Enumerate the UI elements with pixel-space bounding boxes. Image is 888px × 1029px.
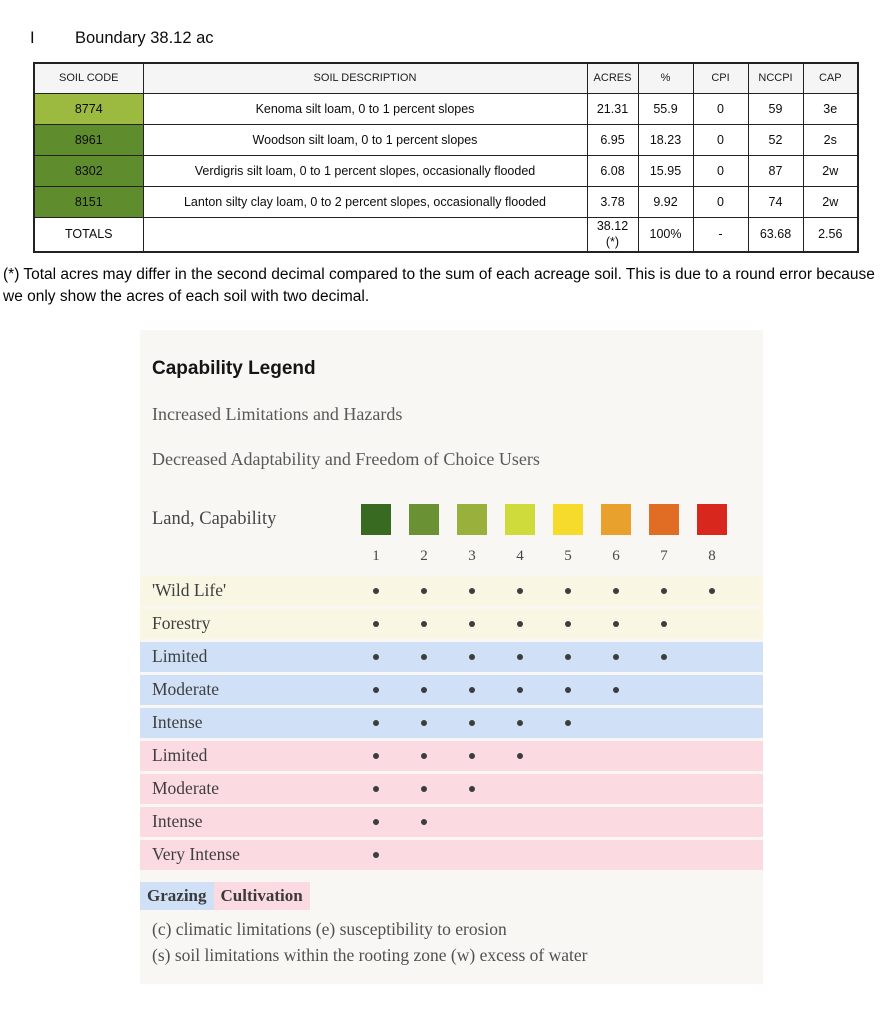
- scale-swatch-cell: [544, 504, 592, 535]
- cpi-cell: 0: [693, 155, 748, 186]
- scale-swatches: [352, 504, 736, 535]
- capability-dot: [469, 720, 475, 726]
- capability-dot: [517, 687, 523, 693]
- capability-dot: [373, 654, 379, 660]
- capability-dot-cell: [496, 720, 544, 726]
- capability-dot: [565, 588, 571, 594]
- group-labels: [140, 882, 763, 910]
- capability-dot: [565, 621, 571, 627]
- capability-swatch: [601, 504, 631, 535]
- capability-dot: [517, 720, 523, 726]
- capability-dot: [613, 621, 619, 627]
- capability-dot-cell: [448, 621, 496, 627]
- cpi-cell: 0: [693, 124, 748, 155]
- capability-dot-cell: [640, 621, 688, 627]
- col-header-acres: ACRES: [587, 63, 638, 93]
- capability-dot-cell: [448, 786, 496, 792]
- col-header-soil-description: SOIL DESCRIPTION: [143, 63, 587, 93]
- capability-dot: [469, 588, 475, 594]
- soil-code-cell: 8302: [34, 155, 143, 186]
- col-header-nccpi: NCCPI: [748, 63, 803, 93]
- totals-row: [34, 217, 858, 252]
- capability-dot-cell: [352, 621, 400, 627]
- capability-row--wild-life-: [140, 576, 763, 606]
- capability-dot-cell: [688, 588, 736, 594]
- acres-cell: 21.31: [587, 93, 638, 124]
- capability-dot-cell: [352, 687, 400, 693]
- legend-subtitle-increased: Increased Limitations and Hazards: [152, 403, 403, 424]
- capability-row-label: Limited: [152, 646, 208, 667]
- scale-swatch-cell: [448, 504, 496, 535]
- capability-row-label: Forestry: [152, 613, 211, 634]
- capability-dot-cell: [400, 588, 448, 594]
- scale-swatch-cell: [352, 504, 400, 535]
- capability-dot: [613, 588, 619, 594]
- capability-row-forestry: [140, 609, 763, 639]
- totals-acres: 38.12(*): [587, 217, 638, 252]
- capability-dot: [421, 786, 427, 792]
- acres-cell: 6.95: [587, 124, 638, 155]
- capability-class-number: 7: [660, 548, 668, 565]
- totals-cpi: -: [693, 217, 748, 252]
- capability-dot: [661, 588, 667, 594]
- capability-row-very-intense: [140, 840, 763, 870]
- soil-code-cell: 8961: [34, 124, 143, 155]
- capability-dot-cell: [544, 621, 592, 627]
- capability-class-number: 2: [420, 548, 428, 565]
- capability-dot-cell: [400, 687, 448, 693]
- capability-row-label: Very Intense: [152, 844, 240, 865]
- capability-dot: [517, 621, 523, 627]
- capability-dot-cell: [352, 720, 400, 726]
- legend-subtitle-decreased: Decreased Adaptability and Freedom of Choice Users: [152, 448, 540, 469]
- capability-row-label: Intense: [152, 811, 203, 832]
- capability-dot-cell: [640, 588, 688, 594]
- scale-number-spacer: [140, 546, 352, 568]
- capability-dot: [469, 687, 475, 693]
- scale-swatch-cell: [496, 504, 544, 535]
- col-header-cap: CAP: [803, 63, 858, 93]
- capability-dot: [373, 621, 379, 627]
- capability-dot-cell: [400, 654, 448, 660]
- capability-dot-cell: [496, 621, 544, 627]
- capability-dot: [517, 753, 523, 759]
- capability-row-intense: [140, 807, 763, 837]
- capability-dot-cell: [544, 720, 592, 726]
- capability-dot: [421, 720, 427, 726]
- capability-dot: [613, 654, 619, 660]
- totals-description-cell: [143, 217, 587, 252]
- capability-dot: [373, 687, 379, 693]
- capability-dot-cell: [496, 654, 544, 660]
- capability-class-number: 3: [468, 548, 476, 565]
- capability-dot-cell: [448, 720, 496, 726]
- capability-dot: [661, 621, 667, 627]
- capability-dot-cell: [592, 654, 640, 660]
- col-header-soil-code: SOIL CODE: [34, 63, 143, 93]
- capability-class-number: 6: [612, 548, 620, 565]
- capability-dot-cell: [448, 588, 496, 594]
- capability-dot-cell: [352, 852, 400, 858]
- capability-dot-cell: [448, 753, 496, 759]
- acres-footnote: (*) Total acres may differ in the second decimal compared to the sum of each acreage soil. This is due to a round error because we only show the acres of each soil with two decimal.: [3, 266, 875, 305]
- capability-dot: [373, 819, 379, 825]
- soil-description-cell: Verdigris silt loam, 0 to 1 percent slopes, occasionally flooded: [143, 155, 587, 186]
- capability-dot: [661, 654, 667, 660]
- capability-dot: [469, 786, 475, 792]
- capability-dot-cell: [496, 588, 544, 594]
- col-header-cpi: CPI: [693, 63, 748, 93]
- boundary-marker: I: [30, 29, 35, 47]
- scale-swatch-cell: [592, 504, 640, 535]
- capability-dot-cell: [400, 621, 448, 627]
- soil-description-cell: Woodson silt loam, 0 to 1 percent slopes: [143, 124, 587, 155]
- cap-cell: 2w: [803, 186, 858, 217]
- table-row: [34, 155, 858, 186]
- table-row: [34, 124, 858, 155]
- legend-notes: [152, 916, 763, 969]
- cap-cell: 2w: [803, 155, 858, 186]
- capability-dot: [373, 588, 379, 594]
- capability-row-label: Intense: [152, 712, 203, 733]
- capability-dot: [469, 654, 475, 660]
- capability-dot-cell: [352, 588, 400, 594]
- cap-cell: 2s: [803, 124, 858, 155]
- acres-cell: 3.78: [587, 186, 638, 217]
- capability-dot: [517, 588, 523, 594]
- totals-cap: 2.56: [803, 217, 858, 252]
- capability-dot: [373, 720, 379, 726]
- capability-scale-numbers: [140, 546, 763, 568]
- percent-cell: 18.23: [638, 124, 693, 155]
- capability-dot: [709, 588, 715, 594]
- capability-row-label: Moderate: [152, 778, 220, 799]
- cap-cell: 3e: [803, 93, 858, 124]
- capability-dot: [469, 621, 475, 627]
- capability-dot-cell: [352, 819, 400, 825]
- capability-dot-cell: [352, 753, 400, 759]
- boundary-header: [30, 29, 888, 48]
- capability-row-label: 'Wild Life': [152, 580, 227, 601]
- capability-dot-cell: [448, 687, 496, 693]
- percent-cell: 9.92: [638, 186, 693, 217]
- capability-rows: [140, 576, 763, 870]
- nccpi-cell: 52: [748, 124, 803, 155]
- scale-swatch-cell: [400, 504, 448, 535]
- capability-swatch: [409, 504, 439, 535]
- capability-dot: [469, 753, 475, 759]
- capability-dot-cell: [400, 753, 448, 759]
- totals-percent: 100%: [638, 217, 693, 252]
- capability-class-number: 4: [516, 548, 524, 565]
- percent-cell: 15.95: [638, 155, 693, 186]
- grazing-label: Grazing: [140, 882, 214, 910]
- soil-code-cell: 8151: [34, 186, 143, 217]
- capability-class-number: 1: [372, 548, 380, 565]
- capability-dot: [421, 621, 427, 627]
- scale-swatch-cell: [640, 504, 688, 535]
- nccpi-cell: 87: [748, 155, 803, 186]
- legend-title: Capability Legend: [152, 357, 316, 379]
- capability-class-number: 5: [564, 548, 572, 565]
- capability-dot: [421, 819, 427, 825]
- capability-dot-cell: [352, 786, 400, 792]
- capability-swatch: [697, 504, 727, 535]
- capability-swatch: [553, 504, 583, 535]
- capability-dot-cell: [544, 687, 592, 693]
- capability-dot-cell: [496, 687, 544, 693]
- soil-table-header-row: [34, 63, 858, 93]
- soil-description-cell: Kenoma silt loam, 0 to 1 percent slopes: [143, 93, 587, 124]
- table-row: [34, 93, 858, 124]
- cpi-cell: 0: [693, 93, 748, 124]
- nccpi-cell: 59: [748, 93, 803, 124]
- scale-label: Land, Capability: [152, 509, 277, 530]
- capability-dot: [565, 654, 571, 660]
- cpi-cell: 0: [693, 186, 748, 217]
- capability-swatch: [505, 504, 535, 535]
- cultivation-label: Cultivation: [214, 882, 310, 910]
- capability-dot-cell: [400, 720, 448, 726]
- capability-dot-cell: [640, 654, 688, 660]
- table-row: [34, 186, 858, 217]
- nccpi-cell: 74: [748, 186, 803, 217]
- capability-dot-cell: [448, 654, 496, 660]
- capability-dot: [421, 588, 427, 594]
- capability-row-moderate: [140, 675, 763, 705]
- capability-row-label: Moderate: [152, 679, 220, 700]
- scale-swatch-cell: [688, 504, 736, 535]
- capability-dot: [373, 753, 379, 759]
- capability-dot-cell: [544, 588, 592, 594]
- capability-dot: [613, 687, 619, 693]
- capability-swatch: [457, 504, 487, 535]
- soil-code-cell: 8774: [34, 93, 143, 124]
- capability-dot: [565, 687, 571, 693]
- capability-swatch: [649, 504, 679, 535]
- boundary-title: Boundary 38.12 ac: [75, 29, 214, 47]
- capability-dot-cell: [352, 654, 400, 660]
- acres-cell: 6.08: [587, 155, 638, 186]
- capability-dot-cell: [544, 654, 592, 660]
- percent-cell: 55.9: [638, 93, 693, 124]
- totals-label: TOTALS: [34, 217, 143, 252]
- capability-legend-panel: [140, 330, 763, 985]
- capability-row-limited: [140, 642, 763, 672]
- capability-dot: [517, 654, 523, 660]
- capability-row-intense: [140, 708, 763, 738]
- capability-dot-cell: [592, 588, 640, 594]
- soil-description-cell: Lanton silty clay loam, 0 to 2 percent slopes, occasionally flooded: [143, 186, 587, 217]
- capability-dot: [421, 753, 427, 759]
- note-climatic-erosion: (c) climatic limitations (e) susceptibility to erosion: [152, 918, 507, 939]
- capability-dot: [421, 654, 427, 660]
- col-header-percent: %: [638, 63, 693, 93]
- capability-row-limited: [140, 741, 763, 771]
- capability-dot-cell: [592, 687, 640, 693]
- capability-dot-cell: [400, 786, 448, 792]
- capability-dot: [565, 720, 571, 726]
- capability-dot: [373, 852, 379, 858]
- capability-class-number: 8: [708, 548, 716, 565]
- capability-scale-row: [140, 498, 763, 542]
- capability-swatch: [361, 504, 391, 535]
- totals-nccpi: 63.68: [748, 217, 803, 252]
- note-soil-water: (s) soil limitations within the rooting zone (w) excess of water: [152, 944, 588, 965]
- capability-dot-cell: [496, 753, 544, 759]
- capability-dot: [421, 687, 427, 693]
- capability-dot-cell: [400, 819, 448, 825]
- capability-row-moderate: [140, 774, 763, 804]
- capability-dot-cell: [592, 621, 640, 627]
- capability-row-label: Limited: [152, 745, 208, 766]
- capability-dot: [373, 786, 379, 792]
- soil-table: [33, 62, 859, 253]
